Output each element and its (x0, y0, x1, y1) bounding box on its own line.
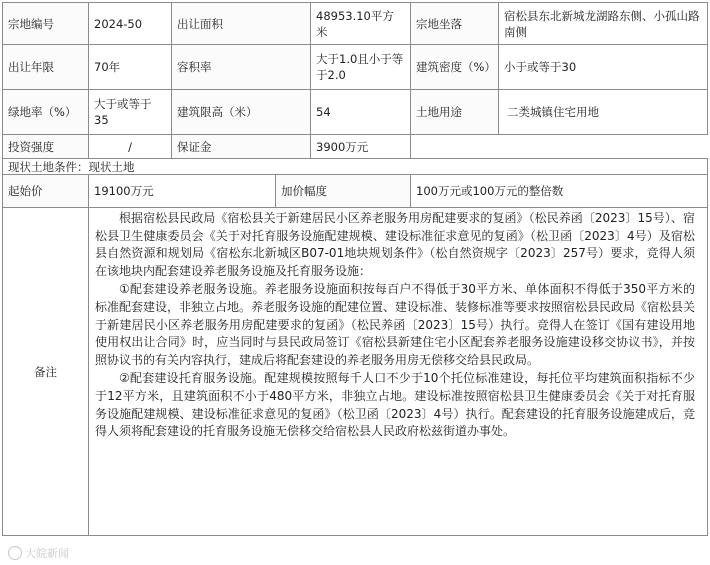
use-label: 土地用途 (411, 90, 499, 135)
deposit-value: 3900万元 (311, 135, 411, 159)
row-term-info (3, 45, 708, 90)
density-label: 建筑密度（%） (411, 45, 499, 90)
area-value: 48953.10平方米 (311, 3, 411, 45)
watermark-logo-icon (8, 546, 22, 560)
density-value: 小于或等于30 (499, 45, 708, 90)
invest-value: / (89, 135, 172, 159)
height-value: 54 (311, 90, 411, 135)
row-land-condition (3, 159, 708, 175)
location-label: 宗地坐落 (411, 3, 499, 45)
use-value: 二类城镇住宅用地 (499, 90, 708, 135)
green-value: 大于或等于35 (89, 90, 172, 135)
row-start-price (3, 175, 708, 208)
land-condition-text: 现状土地条件：现状土地 (3, 159, 708, 175)
empty-cell (411, 135, 499, 159)
area-label: 出让面积 (172, 3, 311, 45)
height-label: 建筑限高（米） (172, 90, 311, 135)
watermark (8, 545, 69, 561)
far-label: 容积率 (172, 45, 311, 90)
increment-label: 加价幅度 (276, 175, 411, 208)
row-notes (3, 208, 708, 536)
term-value: 70年 (89, 45, 172, 90)
plot-number-value: 2024-50 (89, 3, 172, 45)
empty-cell (499, 135, 708, 159)
notes-paragraph-elderly-care: ①配套建设养老服务设施。养老服务设施面积按每百户不得低于30平方米、单体面积不得低于350平方米的标准配套建设，非独立占地。养老服务设施的配建位置、建设标准、装修标准等要求按照宿松县民政局《宿松县关于新建居民小区养老服务用房配建要求的复函》（松民养函〔2023〕15号）执行。竞得人在签订《国有建设用地使用权出让合同》时，应当同时与县民政局签订《宿松县新建住宅小区配套养老服务设施建设移交协议书》，并按照协议书的有关内容执行，建成后将配套建设的养老服务用房无偿移交给县民政局。 (95, 282, 696, 367)
increment-value: 100万元或100万元的整倍数 (411, 175, 708, 208)
deposit-label: 保证金 (172, 135, 311, 159)
green-label: 绿地率（%） (3, 90, 89, 135)
location-value: 宿松县东北新城龙湖路东侧、小孤山路南侧 (499, 3, 708, 45)
notes-label: 备注 (3, 208, 89, 536)
notes-content (89, 208, 708, 536)
row-investment (3, 135, 708, 159)
row-plot-info (3, 3, 708, 45)
far-value: 大于1.0且小于等于2.0 (311, 45, 411, 90)
invest-label: 投资强度 (3, 135, 89, 159)
row-green-info (3, 90, 708, 135)
plot-number-label: 宗地编号 (3, 3, 89, 45)
start-price-label: 起始价 (3, 175, 89, 208)
term-label: 出让年限 (3, 45, 89, 90)
watermark-text: 大皖新闻 (25, 547, 69, 560)
notes-paragraph-intro: 根据宿松县民政局《宿松县关于新建居民小区养老服务用房配建要求的复函》（松民养函〔2023〕15号）、宿松县卫生健康委员会《关于对托育服务设施配建规模、建设标准征求意见的复函》（松卫函〔2023〕4号）及宿松县自然资源和规划局《宿松东北新城区B07-01地块规划条件》（松自然资规字〔2023〕257号）要求，竞得人须在该地块内配套建设养老服务设施及托育服务设施： (95, 211, 695, 278)
start-price-value: 19100万元 (89, 175, 276, 208)
land-info-table (2, 2, 708, 536)
notes-paragraph-childcare: ②配套建设托育服务设施。配建规模按照每千人口不少于10个托位标准建设，每托位平均建筑面积指标不少于12平方米，且建筑面积不小于480平方米，非独立占地。建设标准按照宿松县卫生健康委员会《关于对托育服务设施配建规模、建设标准征求意见的复函》（松卫函〔2023〕4号）执行。配套建设的托育服务设施建成后，竞得人须将配套建设的托育服务设施无偿移交给宿松县人民政府松兹街道办事处。 (95, 371, 695, 439)
